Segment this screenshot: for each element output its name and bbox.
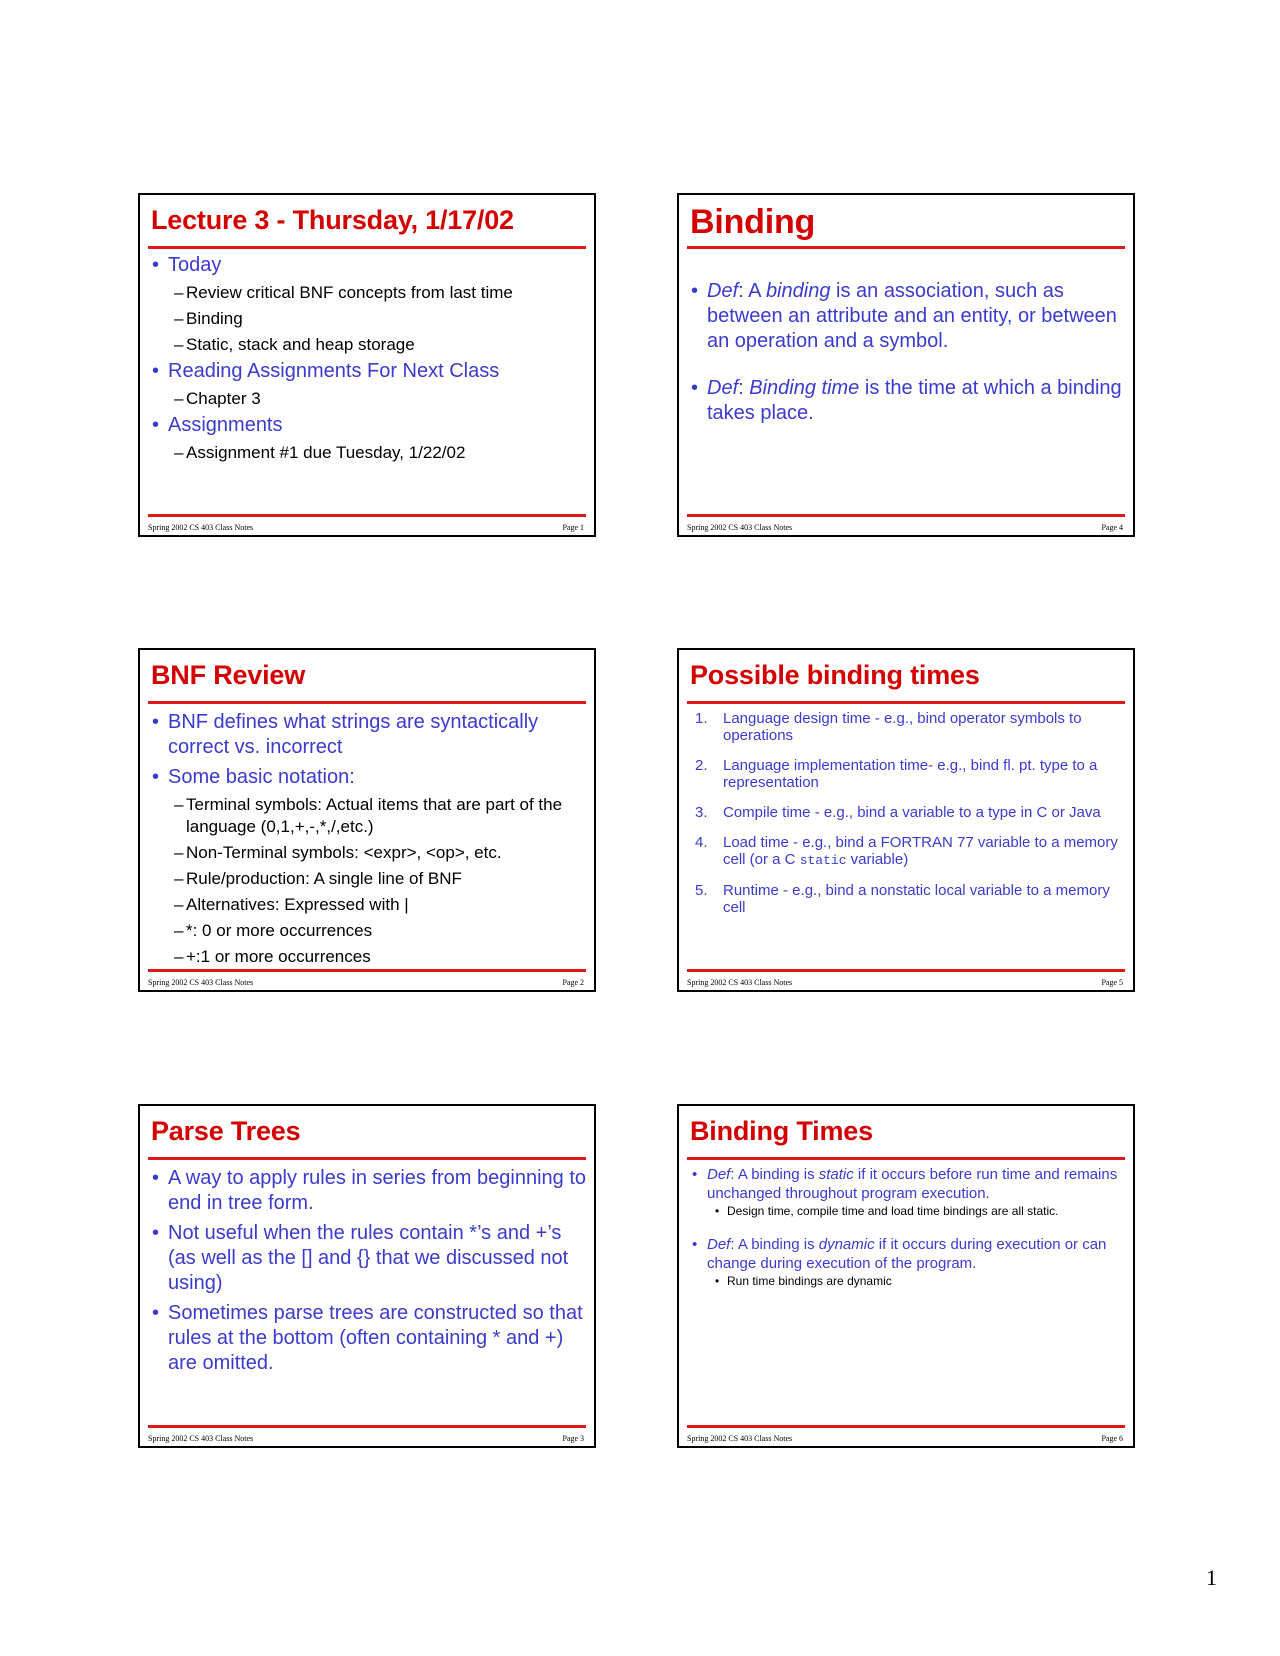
slide-6 xyxy=(677,1104,1135,1448)
slide-3 xyxy=(138,1104,596,1448)
bullet xyxy=(689,279,1127,354)
slide-footer: Spring 2002 CS 403 Class Notes xyxy=(148,523,254,532)
item-text: Runtime - e.g., bind a nonstatic local variable to a memory cell xyxy=(723,882,1110,916)
slide-body xyxy=(689,279,1127,426)
footer-rule xyxy=(687,1425,1125,1428)
item-number: 3. xyxy=(695,804,708,821)
text: is an association, such as between an attribute and an entity, or between an operation and a symbol. xyxy=(707,280,1117,352)
sub-bullet: • Run time bindings are dynamic xyxy=(689,1273,1127,1289)
term: binding xyxy=(765,280,831,302)
def-label: Def xyxy=(707,377,739,399)
item-number: 1. xyxy=(695,710,708,727)
slide-5 xyxy=(677,648,1135,992)
bullet xyxy=(689,1165,1127,1203)
sub-bullet: – Terminal symbols: Actual items that are part of the language (0,1,+,-,*,/,etc.) xyxy=(150,794,588,838)
slide-title: BNF Review xyxy=(151,660,306,690)
item-number: 5. xyxy=(695,882,708,899)
sub-bullet: – Rule/production: A single line of BNF xyxy=(150,868,588,890)
slide-footer: Spring 2002 CS 403 Class Notes xyxy=(687,523,793,532)
sub-bullet: – Chapter 3 xyxy=(150,388,588,410)
slide-page: Page 4 xyxy=(1101,523,1123,532)
item-text: Load time - e.g., bind a FORTRAN 77 variable to a memory cell (or a C xyxy=(723,834,1118,868)
sub-bullet: – Binding xyxy=(150,308,588,330)
slide-title: Binding xyxy=(690,203,816,241)
slide-body xyxy=(150,253,588,464)
slide-body xyxy=(150,710,588,968)
slide-title: Parse Trees xyxy=(151,1116,301,1146)
slide-body xyxy=(150,1166,588,1376)
bullet: • Assignments xyxy=(150,413,588,438)
slide-footer: Spring 2002 CS 403 Class Notes xyxy=(148,1434,254,1443)
text: is the time at which a binding takes place. xyxy=(707,377,1122,424)
sub-bullet: – Review critical BNF concepts from last time xyxy=(150,282,588,304)
slide-title: Binding Times xyxy=(690,1116,873,1146)
sub-bullet: – Non-Terminal symbols: <expr>, <op>, etc. xyxy=(150,842,588,864)
bullet: • A way to apply rules in series from beginning to end in tree form. xyxy=(150,1166,588,1216)
item-text: Language design time - e.g., bind operator symbols to operations xyxy=(723,710,1082,744)
item-number: 2. xyxy=(695,757,708,774)
footer-rule xyxy=(148,514,586,517)
def-label: Def xyxy=(707,1236,731,1253)
list-item xyxy=(689,710,1127,744)
slide-title: Possible binding times xyxy=(690,660,980,690)
list-item xyxy=(689,757,1127,791)
list-item xyxy=(689,834,1127,869)
text: : A binding is xyxy=(730,1166,819,1183)
sub-bullet: – Static, stack and heap storage xyxy=(150,334,588,356)
slide-4 xyxy=(677,193,1135,537)
sub-bullet: – Assignment #1 due Tuesday, 1/22/02 xyxy=(150,442,588,464)
slide-page: Page 2 xyxy=(562,978,584,987)
bullet: • Sometimes parse trees are constructed so that rules at the bottom (often containing * and +) are omitted. xyxy=(150,1301,588,1376)
page-number: 1 xyxy=(1206,1565,1217,1590)
def-label: Def xyxy=(707,280,739,302)
slide-page: Page 3 xyxy=(562,1434,584,1443)
bullet: • BNF defines what strings are syntactically correct vs. incorrect xyxy=(150,710,588,760)
bullet xyxy=(689,1235,1127,1273)
sub-bullet: – *: 0 or more occurrences xyxy=(150,920,588,942)
text: if it occurs during execution or can change during execution of the program. xyxy=(707,1236,1107,1272)
bullet: • Today xyxy=(150,253,588,278)
bullet: • Some basic notation: xyxy=(150,765,588,790)
slide-body xyxy=(689,710,1127,929)
bullet: • Reading Assignments For Next Class xyxy=(150,359,588,384)
list-item xyxy=(689,804,1127,821)
text: if it occurs before run time and remains unchanged throughout program execution. xyxy=(707,1166,1118,1202)
item-text: variable) xyxy=(846,851,909,868)
list-item xyxy=(689,882,1127,916)
sub-bullet: – +:1 or more occurrences xyxy=(150,946,588,968)
sub-bullet: • Design time, compile time and load time bindings are all static. xyxy=(689,1203,1127,1219)
text: : A xyxy=(738,280,766,302)
item-text: Language implementation time- e.g., bind fl. pt. type to a representation xyxy=(723,757,1098,791)
item-text: Compile time - e.g., bind a variable to a type in C or Java xyxy=(723,804,1101,821)
title-rule xyxy=(687,1157,1125,1160)
slide-page: Page 5 xyxy=(1101,978,1123,987)
slide-footer: Spring 2002 CS 403 Class Notes xyxy=(687,978,793,987)
bullet: • Def: Binding time is the time at which a binding takes place. xyxy=(689,376,1127,426)
term: dynamic xyxy=(818,1236,875,1253)
item-number: 4. xyxy=(695,834,708,851)
footer-rule xyxy=(687,969,1125,972)
footer-rule xyxy=(148,1425,586,1428)
slide-footer: Spring 2002 CS 403 Class Notes xyxy=(687,1434,793,1443)
sub-bullet: – Alternatives: Expressed with | xyxy=(150,894,588,916)
slide-page: Page 6 xyxy=(1101,1434,1123,1443)
title-rule xyxy=(148,246,586,249)
slide-body xyxy=(689,1165,1127,1289)
term: Binding time xyxy=(749,377,860,399)
bullet: • Not useful when the rules contain *’s and +’s (as well as the [] and {} that we discussed not using) xyxy=(150,1221,588,1296)
title-rule xyxy=(148,701,586,704)
title-rule xyxy=(148,1157,586,1160)
footer-rule xyxy=(148,969,586,972)
slide-title: Lecture 3 - Thursday, 1/17/02 xyxy=(151,205,514,235)
title-rule xyxy=(687,701,1125,704)
code-keyword: static xyxy=(799,853,847,868)
term: static xyxy=(818,1166,854,1183)
slide-footer: Spring 2002 CS 403 Class Notes xyxy=(148,978,254,987)
slide-2 xyxy=(138,648,596,992)
footer-rule xyxy=(687,514,1125,517)
title-rule xyxy=(687,246,1125,249)
slide-page: Page 1 xyxy=(562,523,584,532)
text: : A binding is xyxy=(730,1236,819,1253)
def-label: Def xyxy=(707,1166,731,1183)
slide-1 xyxy=(138,193,596,537)
